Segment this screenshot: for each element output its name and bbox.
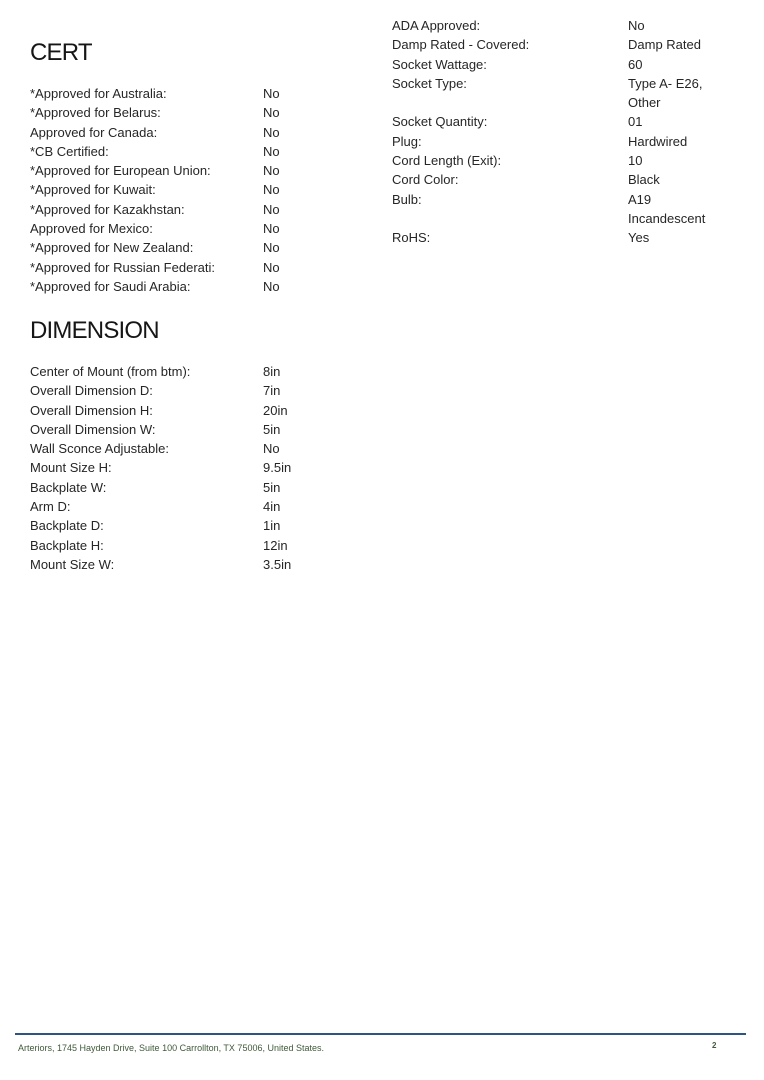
dimension-label: Backplate H: [30,537,104,553]
dimension-row [30,497,390,516]
dimension-row [30,555,390,574]
dimension-value: 5in [263,421,281,437]
cert-section [30,38,390,296]
detail-row [392,16,732,35]
footer-address: Arteriors, 1745 Hayden Drive, Suite 100 Carrollton, TX 75006, United States. [18,1043,324,1053]
cert-label: *Approved for Saudi Arabia: [30,278,191,294]
cert-value: No [263,143,280,159]
cert-value: No [263,105,280,121]
detail-label: Cord Color: [392,172,459,188]
detail-label: Socket Quantity: [392,114,488,130]
dimension-row [30,536,390,555]
detail-row [392,170,732,189]
cert-row [30,238,390,257]
cert-row [30,258,390,277]
detail-value: 60 [628,56,643,72]
detail-value: Hardwired [628,133,688,149]
detail-value: No [628,18,645,33]
dimension-value: 9.5in [263,460,292,476]
cert-value: No [263,221,280,237]
dimension-value: 7in [263,383,281,399]
dimension-value: 3.5in [263,556,292,572]
cert-row [30,142,390,161]
detail-label: Cord Length (Exit): [392,153,502,169]
dimension-rows [30,362,390,574]
dimension-row [30,362,390,381]
dimension-value: 12in [263,537,288,553]
dimension-label: Wall Sconce Adjustable: [30,441,169,457]
cert-label: *Approved for European Union: [30,163,211,179]
cert-row [30,200,390,219]
dimension-value: 1in [263,518,281,534]
detail-row [392,55,732,74]
product-details-section [392,16,732,248]
cert-row [30,277,390,296]
detail-value: Type A- E26, Other [628,75,703,111]
detail-value: 01 [628,114,643,130]
detail-row [392,112,732,131]
detail-label: ADA Approved: [392,18,481,33]
dimension-heading: DIMENSION [30,317,159,344]
dimension-row [30,516,390,535]
dimension-label: Center of Mount (from btm): [30,364,191,379]
footer-rule [15,1033,746,1035]
detail-row [392,74,732,113]
detail-row [392,228,732,247]
dimension-section [30,316,390,574]
cert-row [30,180,390,199]
dimension-row [30,458,390,477]
dimension-label: Backplate D: [30,518,104,534]
page-number: 2 [712,1041,717,1050]
cert-value: No [263,240,280,256]
dimension-value: 4in [263,499,281,515]
dimension-value: 20in [263,402,288,418]
detail-label: Socket Type: [392,75,467,91]
detail-label: Damp Rated - Covered: [392,37,530,53]
dimension-label: Mount Size H: [30,460,112,476]
dimension-label: Mount Size W: [30,556,115,572]
dimension-label: Overall Dimension W: [30,421,156,437]
dimension-label: Backplate W: [30,479,107,495]
cert-value: No [263,259,280,275]
dimension-row [30,420,390,439]
detail-label: Socket Wattage: [392,56,487,72]
cert-label: *Approved for Belarus: [30,105,161,121]
detail-value: Black [628,172,660,188]
detail-label: Bulb: [392,191,422,207]
cert-value: No [263,124,280,140]
cert-row [30,123,390,142]
detail-row [392,35,732,54]
dimension-row [30,381,390,400]
cert-label: *Approved for Kazakhstan: [30,201,185,217]
dimension-value: 5in [263,479,281,495]
dimension-value: No [263,441,280,457]
cert-label: *Approved for New Zealand: [30,240,194,256]
cert-row [30,161,390,180]
cert-row [30,219,390,238]
dimension-label: Overall Dimension H: [30,402,153,418]
cert-row [30,84,390,103]
detail-label: RoHS: [392,230,431,246]
detail-label: Plug: [392,133,422,149]
dimension-label: Arm D: [30,499,71,515]
dimension-row [30,401,390,420]
cert-label: *Approved for Russian Federati: [30,259,215,275]
cert-label: *Approved for Kuwait: [30,182,156,198]
detail-value: Damp Rated [628,37,701,53]
cert-label: *Approved for Australia: [30,86,167,101]
detail-value: 10 [628,153,643,169]
cert-value: No [263,86,280,101]
detail-row [392,151,732,170]
cert-label: Approved for Mexico: [30,221,153,237]
cert-value: No [263,278,280,294]
cert-rows [30,84,390,296]
cert-value: No [263,201,280,217]
dimension-label: Overall Dimension D: [30,383,153,399]
detail-value: Yes [628,230,650,246]
cert-label: Approved for Canada: [30,124,158,140]
cert-value: No [263,163,280,179]
detail-value: A19 Incandescent [628,191,706,226]
cert-row [30,103,390,122]
cert-heading: CERT [30,39,92,66]
dimension-row [30,439,390,458]
dimension-value: 8in [263,364,281,379]
dimension-row [30,478,390,497]
cert-value: No [263,182,280,198]
detail-row [392,132,732,151]
cert-label: *CB Certified: [30,143,109,159]
detail-row [392,190,732,229]
